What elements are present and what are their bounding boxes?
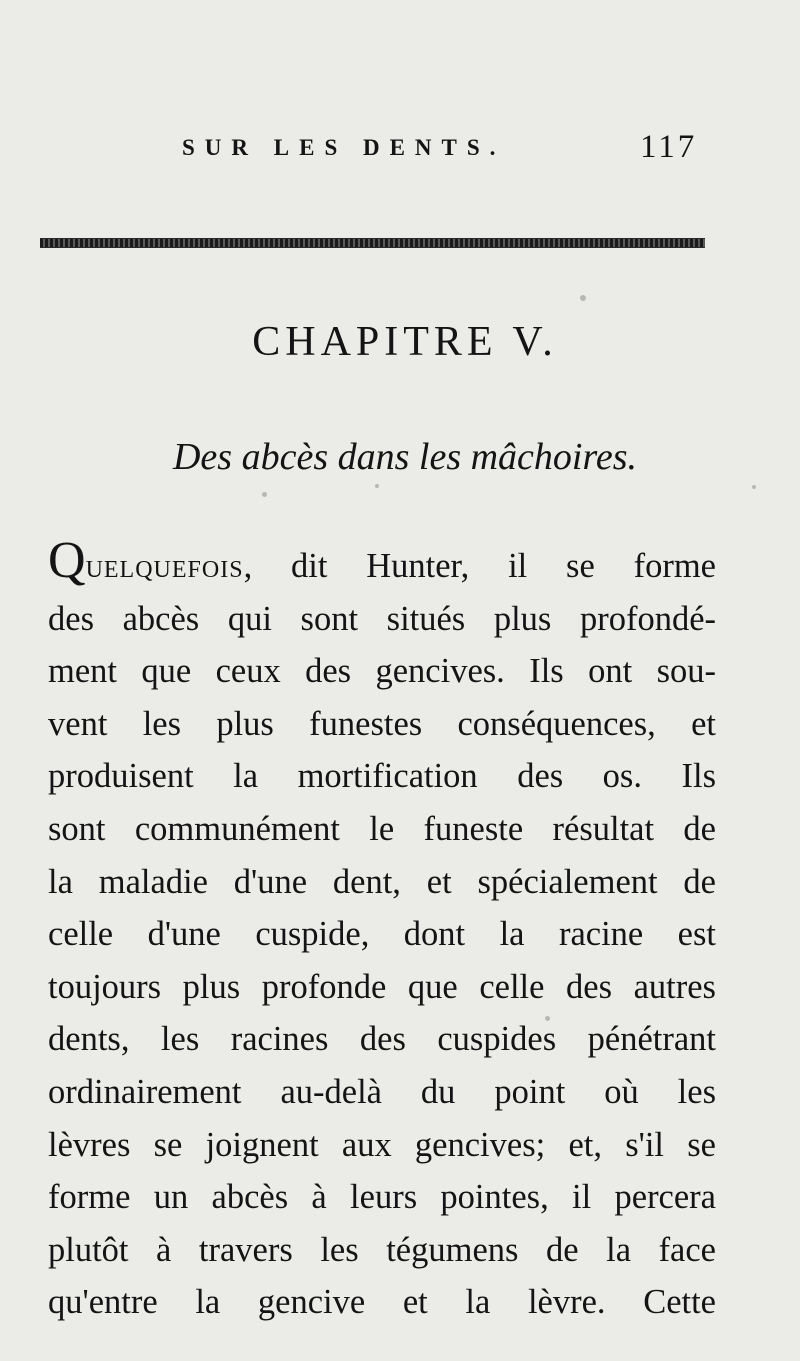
paper-speck bbox=[752, 485, 756, 489]
text-line: sont communément le funeste résultat de bbox=[48, 809, 716, 848]
chapter-title: CHAPITRE V. bbox=[252, 319, 558, 365]
text-line: vent les plus funestes conséquences, et bbox=[48, 704, 716, 743]
text-line-first bbox=[48, 532, 716, 593]
text-line: qu'entre la gencive et la lèvre. Cette bbox=[48, 1283, 716, 1322]
drop-cap: Q bbox=[48, 532, 86, 589]
text-line: lèvres se joignent aux gencives; et, s'il se bbox=[48, 1125, 716, 1164]
text-line: forme un abcès à leurs pointes, il percera bbox=[48, 1178, 716, 1217]
text-line: celle d'une cuspide, dont la racine est bbox=[48, 915, 716, 954]
paper-speck bbox=[545, 1016, 550, 1021]
text-line: des abcès qui sont situés plus profondé- bbox=[48, 599, 716, 638]
first-line-rest: , dit Hunter, il se forme bbox=[243, 547, 716, 585]
text-line: toujours plus profonde que celle des autres bbox=[48, 967, 716, 1006]
running-title: SUR LES DENTS. bbox=[182, 135, 506, 160]
chapter-subtitle: Des abcès dans les mâchoires. bbox=[172, 436, 637, 478]
page-number: 117 bbox=[640, 129, 698, 165]
text-line: ordinairement au-delà du point où les bbox=[48, 1072, 716, 1111]
opening-small-caps: uelquefois bbox=[85, 547, 244, 585]
paper-speck bbox=[580, 295, 586, 301]
text-line: dents, les racines des cuspides pénétrant bbox=[48, 1020, 716, 1059]
ornamental-rule bbox=[40, 238, 705, 248]
text-line: produisent la mortification des os. Ils bbox=[48, 757, 716, 796]
text-line: ment que ceux des gencives. Ils ont sou- bbox=[48, 652, 716, 691]
text-line: plutôt à travers les tégumens de la face bbox=[48, 1230, 716, 1269]
body-text bbox=[48, 532, 716, 1329]
paper-speck bbox=[375, 484, 379, 488]
page-header bbox=[0, 129, 800, 175]
paper-speck bbox=[262, 492, 267, 497]
text-line: la maladie d'une dent, et spécialement de bbox=[48, 862, 716, 901]
